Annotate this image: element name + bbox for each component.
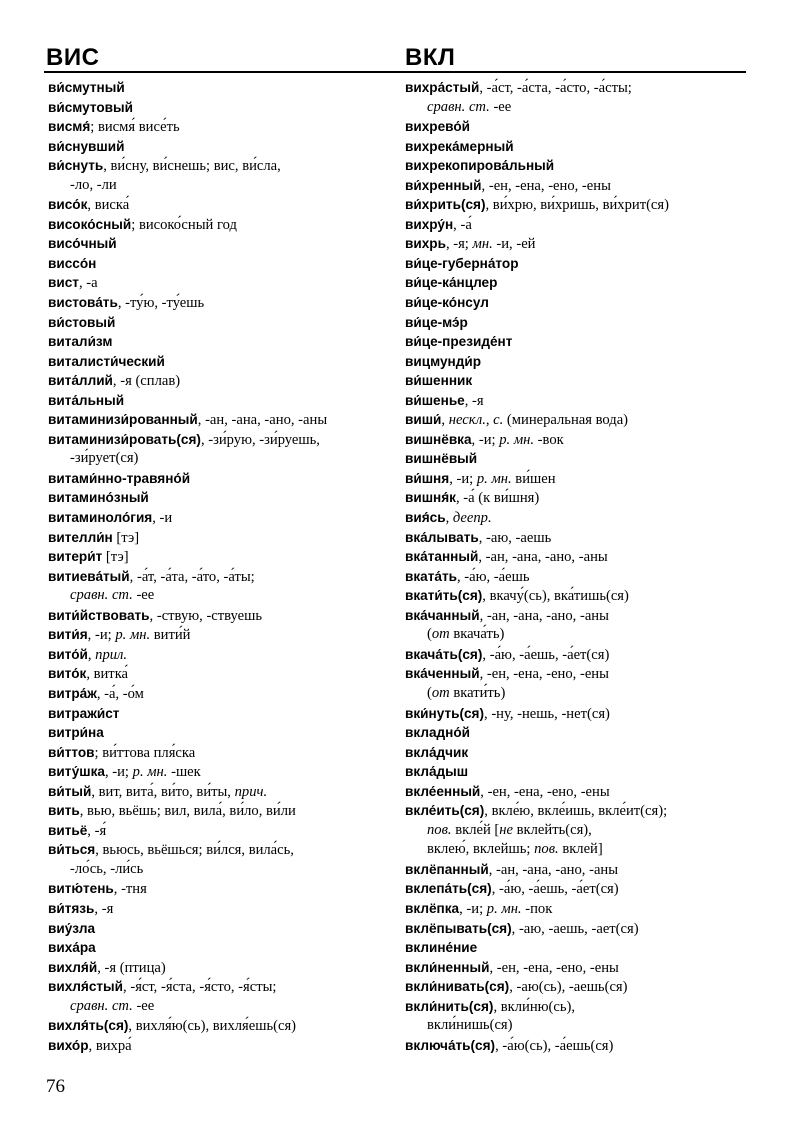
grammar-note: сравн. ст. <box>427 98 490 115</box>
grammar-note: р. мн. <box>115 627 151 644</box>
grammar-note: прич. <box>234 783 268 800</box>
entry-text: , -ен, -ена, -ено, -ены <box>479 666 609 683</box>
dictionary-entry <box>48 606 390 626</box>
entry-text: , -ан, -ана, -ано, -аны <box>488 861 619 878</box>
entry-text: -ее <box>489 98 512 115</box>
headword: вишнёвый <box>405 451 478 467</box>
headword: вихля́ть(ся) <box>48 1018 129 1034</box>
dictionary-entry <box>48 1036 390 1056</box>
headword: ви́це-ко́нсул <box>405 295 489 311</box>
entry-text: , -я; <box>445 236 473 253</box>
entry-text: , <box>445 510 453 527</box>
dictionary-entry <box>48 664 390 684</box>
headword: вкли́ненный <box>405 959 490 975</box>
grammar-note: р. мн. <box>486 900 522 917</box>
entry-text: -пок <box>521 900 553 917</box>
right-column <box>405 78 750 1055</box>
entry-text: -ее <box>132 997 155 1014</box>
dictionary-entry <box>405 273 750 293</box>
dictionary-entry <box>405 449 750 469</box>
headword: виха́ра <box>48 940 96 956</box>
entry-text: ви́шен <box>511 470 556 487</box>
grammar-note: пов. <box>427 821 452 838</box>
entry-text: , -а́ст, -а́ста, -а́сто, -а́сты; <box>479 80 632 96</box>
headword: вихра́стый <box>405 80 480 95</box>
headword: виталисти́ческий <box>48 353 165 369</box>
headword: витра́ж <box>48 685 97 701</box>
dictionary-entry <box>48 801 390 821</box>
entry-text: вкли́нишь(ся) <box>427 1017 513 1034</box>
entry-text: , -и <box>152 510 173 527</box>
dictionary-entry <box>48 977 390 997</box>
entry-text: , -я́ст, -я́ста, -я́сто, -я́сты; <box>123 979 277 996</box>
entry-text: , витка́ <box>86 666 129 683</box>
dictionary-entry <box>405 860 750 880</box>
headword: вки́нуть(ся) <box>405 705 485 721</box>
entry-text: [тэ] <box>102 549 129 566</box>
entry-text: вкле́й [ <box>451 821 500 838</box>
entry-continuation <box>48 997 390 1017</box>
dictionary-entry <box>48 840 390 860</box>
entry-text: вкача́ть) <box>449 626 505 643</box>
entry-text: , -аю, -аешь, -ает(ся) <box>511 920 639 937</box>
entry-text: , -ен, -ена, -ено, -ены <box>489 959 619 976</box>
entry-text: , -и; <box>471 431 500 448</box>
headword: вия́сь <box>405 510 446 526</box>
entry-text: ( <box>427 684 432 701</box>
headword: вклёпанный <box>405 861 489 877</box>
dictionary-entry <box>48 410 390 430</box>
entry-text: , вьюсь, вьёшься; ви́лся, вила́сь, <box>95 842 294 859</box>
entry-text: , вихля́ю(сь), вихля́ешь(ся) <box>128 1018 297 1035</box>
headword: витами́нно-травяно́й <box>48 470 191 486</box>
headword: ви́шенье <box>405 392 465 408</box>
dictionary-entry <box>405 879 750 899</box>
dictionary-entry <box>405 606 750 626</box>
entry-text: вкати́ть) <box>449 684 506 701</box>
dictionary-entry <box>48 98 390 118</box>
dictionary-entry <box>48 371 390 391</box>
entry-text: , вью, вьёшь; вил, вила́, ви́ло, ви́ли <box>79 803 296 820</box>
headword: виту́шка <box>48 764 105 780</box>
headword: вихру́н <box>405 216 454 232</box>
header-rule <box>44 71 746 73</box>
dictionary-entry <box>405 782 750 802</box>
entry-text: -ло, -ли <box>70 176 117 193</box>
grammar-note: сравн. ст. <box>70 997 133 1014</box>
entry-text: , -аю, -аешь <box>478 529 552 546</box>
grammar-note: прил. <box>95 646 128 663</box>
dictionary-entry <box>405 723 750 743</box>
dictionary-entry <box>405 215 750 235</box>
entry-continuation <box>405 840 750 860</box>
dictionary-entry <box>405 801 750 821</box>
headword: вката́ть <box>405 568 457 584</box>
dictionary-entry <box>405 234 750 254</box>
headword: вихо́р <box>48 1037 89 1053</box>
dictionary-entry <box>48 137 390 157</box>
grammar-note: мн. <box>472 236 493 253</box>
headword: вито́к <box>48 666 87 682</box>
entry-text: , -и; <box>87 627 116 644</box>
entry-text: вити́й <box>150 627 191 644</box>
headword: виу́зла <box>48 920 96 936</box>
headword: вка́лывать <box>405 529 479 545</box>
grammar-note: пов. <box>534 841 559 858</box>
entry-text: , вит, вита́, ви́то, ви́ты, <box>91 783 235 800</box>
headword: вихрь <box>405 236 446 252</box>
headword: витиева́тый <box>48 568 130 584</box>
entry-text: , -аю(сь), -аешь(ся) <box>509 979 628 996</box>
dictionary-entry <box>405 899 750 919</box>
entry-text: -и, -ей <box>492 236 536 253</box>
dictionary-entry <box>48 254 390 274</box>
entry-text: , -зи́рую, -зи́руешь, <box>200 431 320 448</box>
headword: ви́тязь <box>48 900 95 916</box>
headword: витери́т <box>48 549 103 565</box>
dictionary-entry <box>405 508 750 528</box>
dictionary-entry <box>48 547 390 567</box>
dictionary-entry <box>405 391 750 411</box>
headword: ви́снувший <box>48 138 125 154</box>
dictionary-entry <box>405 547 750 567</box>
headword: ви́це-президе́нт <box>405 334 513 350</box>
headword: вить <box>48 803 80 819</box>
grammar-note: р. мн. <box>476 470 512 487</box>
headword: вкла́дчик <box>405 744 469 760</box>
headword: вкла́дыш <box>405 764 469 780</box>
entry-text: , -я <box>94 900 114 917</box>
dictionary-entry <box>48 195 390 215</box>
entry-text: ; висмя́ висе́ть <box>90 119 180 136</box>
headword: вихля́стый <box>48 979 124 995</box>
entry-text: , -ен, -ена, -ено, -ены <box>481 177 611 194</box>
dictionary-entry <box>48 313 390 333</box>
entry-text: , виска́ <box>87 197 130 214</box>
headword: ви́хрить(ся) <box>405 197 486 213</box>
dictionary-entry <box>405 410 750 430</box>
entry-text: ; високо́сный год <box>131 216 237 233</box>
headword: витри́на <box>48 725 104 741</box>
dictionary-entry <box>48 352 390 372</box>
dictionary-entry <box>405 469 750 489</box>
headword: витамино́зный <box>48 490 149 506</box>
entry-text: , -а <box>78 275 98 292</box>
headword: вити́йствовать <box>48 607 150 623</box>
headword: ви́снуть <box>48 158 104 174</box>
headword: вителли́н <box>48 529 113 545</box>
grammar-note: от <box>431 626 450 643</box>
entry-text: , вихра́ <box>88 1037 132 1054</box>
entry-continuation <box>405 98 750 118</box>
dictionary-entry <box>48 762 390 782</box>
headword: витражи́ст <box>48 705 120 721</box>
entry-text: , вкачу́(сь), вка́тишь(ся) <box>482 588 629 605</box>
entry-text: , <box>87 646 96 663</box>
grammar-note: от <box>431 684 450 701</box>
entry-continuation <box>48 860 390 880</box>
dictionary-entry <box>48 958 390 978</box>
dictionary-entry <box>48 723 390 743</box>
entry-text: -вок <box>534 431 564 448</box>
dictionary-entry <box>405 919 750 939</box>
dictionary-entry <box>48 488 390 508</box>
dictionary-entry <box>48 899 390 919</box>
entry-text: , -и; <box>459 900 487 917</box>
headword: вкле́ить(ся) <box>405 803 485 819</box>
entry-text: , -а́ <box>453 216 472 233</box>
grammar-note: нескл., с. <box>448 412 504 429</box>
headword: вита́ллий <box>48 373 113 389</box>
headword: ви́це-мэ́р <box>405 314 468 330</box>
entry-text: , -а́, -о́м <box>96 685 144 702</box>
dictionary-entry <box>48 938 390 958</box>
headword: ви́це-губерна́тор <box>405 255 519 271</box>
headword: вист <box>48 275 79 291</box>
headword: витаминоло́гия <box>48 510 153 526</box>
entry-text: ( <box>427 626 432 643</box>
dictionary-entry <box>405 997 750 1017</box>
dictionary-entry <box>405 176 750 196</box>
entry-continuation <box>405 625 750 645</box>
dictionary-entry <box>405 488 750 508</box>
running-head-right: ВКЛ <box>405 44 456 71</box>
headword: ви́шенник <box>405 373 473 389</box>
entry-text: , -а́ю, -а́ешь <box>456 568 530 585</box>
dictionary-entry <box>48 215 390 235</box>
headword: висо́чный <box>48 236 117 252</box>
headword: ви́ться <box>48 842 96 858</box>
dictionary-entry <box>48 625 390 645</box>
dictionary-entry <box>48 645 390 665</box>
headword: вка́чанный <box>405 607 480 623</box>
running-head-left: ВИС <box>46 44 100 71</box>
entry-text: , -а́т, -а́та, -а́то, -а́ты; <box>129 568 255 585</box>
left-column <box>48 78 390 1055</box>
dictionary-entry <box>48 528 390 548</box>
dictionary-entry <box>405 137 750 157</box>
entry-text: , -тня <box>113 881 147 898</box>
dictionary-entry <box>405 645 750 665</box>
headword: вклёпка <box>405 900 460 916</box>
entry-text: вклейть(ся), <box>513 821 592 838</box>
headword: витаминизи́ровать(ся) <box>48 431 201 447</box>
headword: вкача́ть(ся) <box>405 646 483 662</box>
entry-text: , -а́ю, -а́ешь, -а́ет(ся) <box>482 646 610 663</box>
dictionary-entry <box>48 273 390 293</box>
dictionary-entry <box>405 664 750 684</box>
entry-text: , <box>441 412 449 429</box>
dictionary-entry <box>48 117 390 137</box>
entry-text: вклей] <box>558 841 603 858</box>
headword: вицмунди́р <box>405 353 482 369</box>
headword: ви́смутовый <box>48 99 133 115</box>
dictionary-entry <box>405 430 750 450</box>
headword: вклёпывать(ся) <box>405 920 512 936</box>
dictionary-entry <box>405 762 750 782</box>
headword: ви́тый <box>48 783 92 799</box>
dictionary-entry <box>48 684 390 704</box>
headword: вито́й <box>48 646 88 662</box>
headword: вита́льный <box>48 392 125 408</box>
dictionary-entry <box>405 1036 750 1056</box>
dictionary-entry <box>48 821 390 841</box>
dictionary-entry <box>48 919 390 939</box>
entry-continuation <box>405 1016 750 1036</box>
headword: висо́к <box>48 197 88 213</box>
dictionary-entry <box>48 156 390 176</box>
grammar-note: деепр. <box>452 510 492 527</box>
dictionary-entry <box>405 117 750 137</box>
entry-text: -ло́сь, -ли́сь <box>70 860 144 877</box>
entry-text: , -я <box>464 392 484 409</box>
headword: вклине́ние <box>405 940 478 956</box>
entry-text: , -а́ю, -а́ешь, -а́ет(ся) <box>491 881 619 898</box>
dictionary-entry <box>48 293 390 313</box>
headword: вистова́ть <box>48 295 118 311</box>
dictionary-entry <box>405 313 750 333</box>
headword: вкли́нить(ся) <box>405 998 494 1014</box>
entry-text: -ее <box>132 587 155 604</box>
dictionary-entry <box>48 469 390 489</box>
headword: ви́хренный <box>405 177 482 193</box>
headword: вихрево́й <box>405 119 470 135</box>
entry-text: (минеральная вода) <box>503 412 629 429</box>
headword: ви́смутный <box>48 80 125 95</box>
entry-text: , -я́ <box>87 822 107 839</box>
entry-text: , -ан, -ана, -ано, -аны <box>479 607 609 624</box>
dictionary-entry <box>405 332 750 352</box>
entry-text: , -я (птица) <box>97 959 166 976</box>
entry-text: , -ствую, -ствуешь <box>149 607 263 624</box>
dictionary-entry <box>405 567 750 587</box>
dictionary-entry <box>405 977 750 997</box>
headword: виссо́н <box>48 255 97 271</box>
dictionary-entry <box>48 879 390 899</box>
page-number: 76 <box>46 1076 65 1097</box>
headword: ви́стовый <box>48 314 116 330</box>
dictionary-entry <box>405 958 750 978</box>
headword: витьё <box>48 822 88 838</box>
entry-text: , вкле́ю, вкле́ишь, вкле́ит(ся); <box>484 803 668 820</box>
dictionary-entry <box>48 704 390 724</box>
headword: вишня́к <box>405 490 456 506</box>
entry-text: , -а́ю(сь), -а́ешь(ся) <box>495 1037 614 1054</box>
headword: вка́танный <box>405 549 479 565</box>
dictionary-entry <box>48 567 390 587</box>
entry-text: , ви́сну, ви́снешь; вис, ви́сла, <box>103 158 281 175</box>
dictionary-entry <box>405 743 750 763</box>
entry-text: ; ви́ттова пля́ска <box>94 744 196 761</box>
grammar-note: сравн. ст. <box>70 587 133 604</box>
headword: витю́тень <box>48 881 114 897</box>
dictionary-entry <box>48 234 390 254</box>
dictionary-entry <box>48 332 390 352</box>
entry-continuation <box>405 821 750 841</box>
entry-text: , -ан, -ана, -ано, -аны <box>197 412 328 429</box>
headword: вкладно́й <box>405 725 471 741</box>
dictionary-entry <box>405 156 750 176</box>
dictionary-entry <box>48 743 390 763</box>
grammar-note: р. мн. <box>499 431 535 448</box>
dictionary-entry <box>405 704 750 724</box>
dictionary-entry <box>405 352 750 372</box>
grammar-note: р. мн. <box>132 764 168 781</box>
dictionary-entry <box>405 938 750 958</box>
headword: вихля́й <box>48 959 98 975</box>
headword: вклепа́ть(ся) <box>405 881 492 897</box>
headword: ви́це-ка́нцлер <box>405 275 498 291</box>
entry-text: , -ту́ю, -ту́ешь <box>117 295 205 312</box>
entry-text: , -и; <box>449 470 477 487</box>
entry-text: [тэ] <box>112 529 140 546</box>
dictionary-entry <box>405 586 750 606</box>
headword: вкати́ть(ся) <box>405 588 483 604</box>
entry-text: , -и; <box>104 764 133 781</box>
entry-text: , -а́ (к ви́шня) <box>456 490 540 507</box>
entry-text: , ви́хрю, ви́хришь, ви́хрит(ся) <box>485 197 669 214</box>
headword: високо́сный <box>48 216 132 232</box>
headword: ви́ттов <box>48 744 95 760</box>
dictionary-entry <box>48 1016 390 1036</box>
entry-text: , -ну, -нешь, -нет(ся) <box>484 705 610 722</box>
entry-text: , -я (сплав) <box>112 373 181 390</box>
entry-text: , -ен, -ена, -ено, -ены <box>480 783 610 800</box>
dictionary-entry <box>405 78 750 98</box>
headword: витали́зм <box>48 334 113 350</box>
dictionary-entry <box>405 195 750 215</box>
headword: включа́ть(ся) <box>405 1037 496 1053</box>
entry-continuation <box>48 176 390 196</box>
headword: вкли́нивать(ся) <box>405 979 510 995</box>
dictionary-entry <box>48 430 390 450</box>
headword: витаминизи́рованный <box>48 412 198 428</box>
headword: вкле́енный <box>405 783 481 799</box>
entry-text: , вкли́ню(сь), <box>493 998 576 1015</box>
dictionary-entry <box>48 508 390 528</box>
dictionary-entry <box>405 528 750 548</box>
entry-continuation <box>405 684 750 704</box>
dictionary-entry <box>405 371 750 391</box>
entry-text: -шек <box>167 764 201 781</box>
headword: вишнёвка <box>405 431 472 447</box>
entry-continuation <box>48 449 390 469</box>
dictionary-entry <box>48 782 390 802</box>
entry-continuation <box>48 586 390 606</box>
headword: ви́шня <box>405 470 450 486</box>
dictionary-entry <box>48 78 390 98</box>
headword: виши́ <box>405 412 442 428</box>
entry-text: вклею́, вклейшь; <box>427 841 535 858</box>
headword: вихрекопирова́льный <box>405 158 555 174</box>
dictionary-entry <box>405 293 750 313</box>
headword: вка́ченный <box>405 666 480 682</box>
dictionary-entry <box>405 254 750 274</box>
headword: вихрека́мерный <box>405 138 514 154</box>
headword: вити́я <box>48 627 88 643</box>
grammar-note: не <box>499 821 514 838</box>
entry-text: -зи́рует(ся) <box>70 450 139 467</box>
dictionary-entry <box>48 391 390 411</box>
entry-text: , -ан, -ана, -ано, -аны <box>478 549 608 566</box>
headword: висмя́ <box>48 119 91 135</box>
